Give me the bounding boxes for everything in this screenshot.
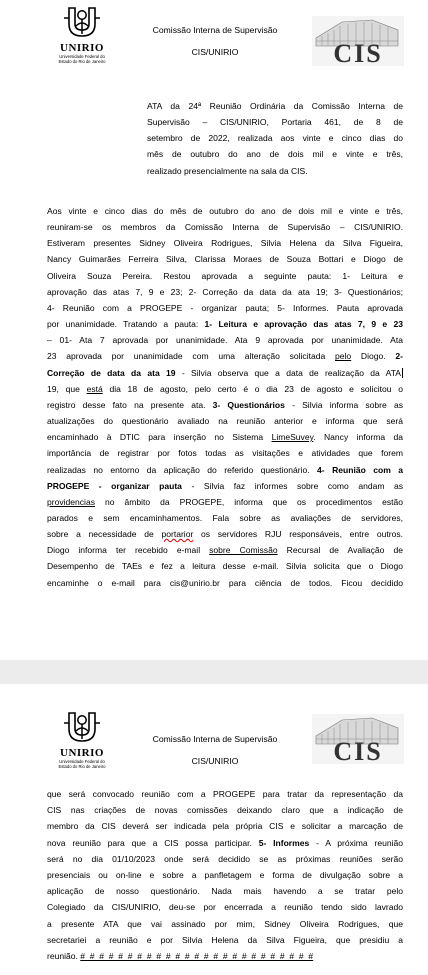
body-line: providencias no âmbito da PROGEPE, informa que os procedimentos estão bbox=[47, 496, 403, 507]
logo-text: UNIRIO bbox=[60, 747, 104, 759]
body-line: reuniram-se os membros da Comissão Interna de Supervisão – CIS/UNIRIO. bbox=[47, 222, 403, 233]
logo-subtitle-2: Estado do Rio de Janeiro bbox=[58, 59, 106, 64]
body-line: Aos vinte e cinco dias do mês de outubro do ano de dois mil e vinte e três, bbox=[47, 206, 403, 216]
body-line: sobre a necessidade de portarior os servidores RJU responsáveis, entre outros. bbox=[47, 529, 403, 540]
header-subtitle: CIS/UNIRIO bbox=[191, 756, 239, 766]
summary-line: ATA da 24ª Reunião Ordinária da Comissão Interna de bbox=[147, 101, 403, 111]
body-line: membro da CIS deverá ser indicada pela própria CIS e solicitar a marcação de bbox=[47, 821, 403, 832]
body-line: que será convocado reunião com a PROGEPE para tratar da representação da bbox=[47, 789, 403, 799]
body-line: Nancy Guimarães Ferreira Silva, Clarissa Moraes de Souza Bottari e Diogo de bbox=[47, 254, 403, 265]
body-line: registro desse fato na presente ata. 3- Questionários - Silvia informa sobre as bbox=[47, 399, 403, 410]
logo-text: UNIRIO bbox=[60, 42, 104, 54]
logo-subtitle-1: Universidade Federal do bbox=[59, 759, 105, 764]
cis-logo-text: CIS bbox=[333, 39, 383, 66]
unirio-logo bbox=[46, 6, 118, 64]
body-line: aprovação das atas 7, 9 e 23; 2- Correção da data da ata 19; 3- Questionários; bbox=[47, 286, 403, 297]
body-line: presenciais ou on-line e sobre a panfletagem e forma de divulgação sobre a bbox=[47, 870, 403, 881]
summary-line: Supervisão – CIS/UNIRIO, Portaria 461, de 8 de bbox=[147, 117, 403, 128]
text-cursor bbox=[402, 368, 403, 378]
cis-logo bbox=[312, 16, 404, 66]
body-line: Diogo informa ter recebido e-mail sobre Comissão Recursal de Avaliação de bbox=[47, 545, 403, 556]
body-line: PROGEPE - organizar pauta - Silvia faz informes sobre como andam as bbox=[47, 480, 403, 491]
body-line: – 01- Ata 7 aprovada por unanimidade. Ata 9 aprovada por unanimidade. Ata bbox=[47, 335, 403, 346]
body-line: CIS nas criações de novas comissões deixando claro que a indicação de bbox=[47, 805, 403, 816]
body-line: parados e sem encaminhamentos. Fala sobre as avaliações de servidores, bbox=[47, 512, 403, 523]
cis-building-logo-icon bbox=[312, 16, 404, 66]
cis-logo-text: CIS bbox=[333, 737, 383, 764]
meeting-summary bbox=[147, 98, 403, 179]
body-line: Desempenho de TAEs e fez a leitura desse e-mail. Silvia solicita que o Diogo bbox=[47, 561, 403, 572]
body-line: atualizações do questionário avaliado na reunião anterior e informa que será bbox=[47, 416, 403, 427]
summary-line: setembro de 2022, realizada aos vinte e cinco dias do bbox=[147, 133, 403, 144]
header-subtitle: CIS/UNIRIO bbox=[191, 47, 239, 57]
header-title: Comissão Interna de Supervisão bbox=[152, 25, 278, 35]
minutes-body bbox=[47, 203, 403, 591]
body-line: encaminhado à DTIC para inserção no Sistema LimeSuvey. Nancy informa da bbox=[47, 432, 404, 443]
body-line: realizadas no entorno da aplicação do referido questionário. 4- Reunião com a bbox=[47, 464, 403, 475]
body-line: 19, que está dia 18 de agosto, pelo certo é o dia 23 de agosto e solicitou o bbox=[47, 383, 403, 394]
unirio-emblem-icon bbox=[60, 6, 104, 42]
cis-logo bbox=[312, 714, 404, 764]
body-line: Correção de data da ata 19 - Silvia observa que a data de realização da ATA bbox=[47, 367, 401, 378]
body-line: por unanimidade. Tratando a pauta: 1- Leitura e aprovação das atas 7, 9 e 23 bbox=[47, 319, 403, 330]
summary-line: mês de outubro do ano de dois mil e vinte e três, bbox=[147, 149, 403, 160]
body-line: será no dia 01/10/2023 onde será decidido se as próximas reuniões serão bbox=[47, 853, 403, 864]
body-line: Oliveira Souza Pereira. Restou aprovada a seguinte pauta: 1- Leitura e bbox=[47, 270, 403, 281]
body-line: reunião. #_#_#_#_#_#_#_#_#_#_#_#_#_#_#_#_#_#_#_#_#_#_#_#_# bbox=[47, 951, 314, 962]
body-line: importância de registrar por fotos todas as visitações e atividades que forem bbox=[47, 448, 403, 459]
body-line: nova reunião para que a CIS possa participar. 5- Informes - A próxima reunião bbox=[47, 837, 403, 848]
body-line: secretariei a reunião e por Silvia Helena da Silva Figueira, que presidiu a bbox=[47, 934, 403, 945]
header-title: Comissão Interna de Supervisão bbox=[152, 734, 278, 744]
document-page-2 bbox=[0, 684, 428, 975]
logo-subtitle-1: Universidade Federal do bbox=[59, 54, 105, 59]
body-line: Colegiado da CIS/UNIRIO, deu-se por encerrada a reunião tendo sido lavrado bbox=[47, 902, 403, 913]
unirio-emblem-icon bbox=[60, 711, 104, 747]
body-line: Estiveram presentes Sidney Oliveira Rodrigues, Silvia Helena da Silva Figueira, bbox=[47, 238, 403, 249]
summary-line: realizado presencialmente na sala da CIS. bbox=[147, 165, 308, 176]
body-line: 4- Reunião com a PROGEPE - organizar pauta; 5- Informes. Pauta aprovada bbox=[47, 302, 403, 313]
logo-subtitle-2: Estado do Rio de Janeiro bbox=[58, 764, 106, 769]
unirio-logo bbox=[46, 711, 118, 769]
cis-building-logo-icon bbox=[312, 714, 404, 764]
minutes-body-continued bbox=[47, 786, 403, 964]
body-line: encaminhe o e-mail para cis@unirio.br para ciência de todos. Ficou decidido bbox=[47, 577, 403, 588]
body-line: a presente ATA que vai assinado por mim, Sidney Oliveira Rodrigues, que bbox=[47, 918, 403, 929]
body-line: aplicação de nosso questionário. Nada mais havendo a se tratar pelo bbox=[47, 886, 403, 897]
body-line: 23 aprovada por unanimidade com uma alteração solicitada pelo Diogo. 2- bbox=[47, 351, 403, 362]
